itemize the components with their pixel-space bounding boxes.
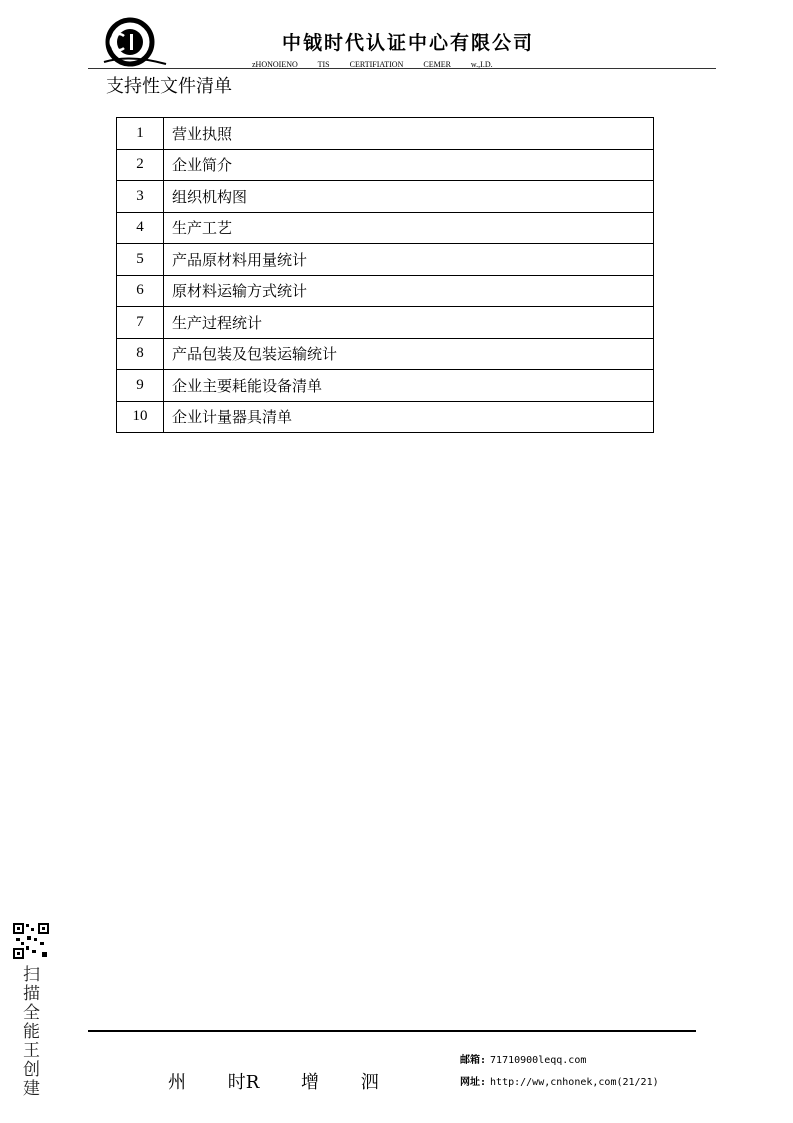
row-number: 10 — [117, 401, 164, 433]
row-number: 3 — [117, 181, 164, 213]
footer-contact — [460, 1050, 659, 1094]
scanner-watermark-text: 扫描全能王创建 — [19, 965, 39, 1098]
table-row — [117, 338, 654, 370]
website-label: 网址: — [460, 1077, 487, 1088]
table-row — [117, 370, 654, 402]
document-title: 支持性文件清单 — [106, 76, 232, 97]
table-row — [117, 401, 654, 433]
row-number: 4 — [117, 212, 164, 244]
row-document-name: 产品包装及包装运输统计 — [164, 338, 654, 370]
row-number: 8 — [117, 338, 164, 370]
email-value: 71710900leqq.com — [490, 1055, 587, 1066]
company-name-cn: 中钺时代认证中心有限公司 — [282, 32, 535, 54]
footer-left-text: 州 时R 增 泗 — [168, 1072, 379, 1093]
company-name-en: zHONOIENO TIS CERTIFIATION CEMER w.,I.D. — [252, 60, 493, 69]
row-document-name: 生产过程统计 — [164, 307, 654, 339]
website-value: http://ww,cnhonek,com(21/21) — [490, 1077, 659, 1088]
qr-code-icon — [12, 922, 50, 960]
row-number: 6 — [117, 275, 164, 307]
table-row — [117, 307, 654, 339]
table-row — [117, 212, 654, 244]
table-row — [117, 181, 654, 213]
table-row — [117, 149, 654, 181]
row-document-name: 组织机构图 — [164, 181, 654, 213]
row-number: 9 — [117, 370, 164, 402]
table-row — [117, 275, 654, 307]
footer-website — [460, 1072, 659, 1094]
footer-email — [460, 1050, 659, 1072]
document-list-table — [116, 117, 654, 433]
email-label: 邮箱: — [460, 1055, 487, 1066]
row-number: 1 — [117, 118, 164, 150]
row-document-name: 营业执照 — [164, 118, 654, 150]
row-document-name: 原材料运输方式统计 — [164, 275, 654, 307]
company-logo — [100, 12, 170, 70]
row-document-name: 企业计量器具清单 — [164, 401, 654, 433]
footer-divider — [88, 1030, 696, 1032]
row-document-name: 产品原材料用量统计 — [164, 244, 654, 276]
row-number: 2 — [117, 149, 164, 181]
row-document-name: 生产工艺 — [164, 212, 654, 244]
row-number: 5 — [117, 244, 164, 276]
row-document-name: 企业简介 — [164, 149, 654, 181]
header-divider — [88, 68, 716, 69]
row-document-name: 企业主要耗能设备清单 — [164, 370, 654, 402]
table-row — [117, 118, 654, 150]
row-number: 7 — [117, 307, 164, 339]
table-row — [117, 244, 654, 276]
